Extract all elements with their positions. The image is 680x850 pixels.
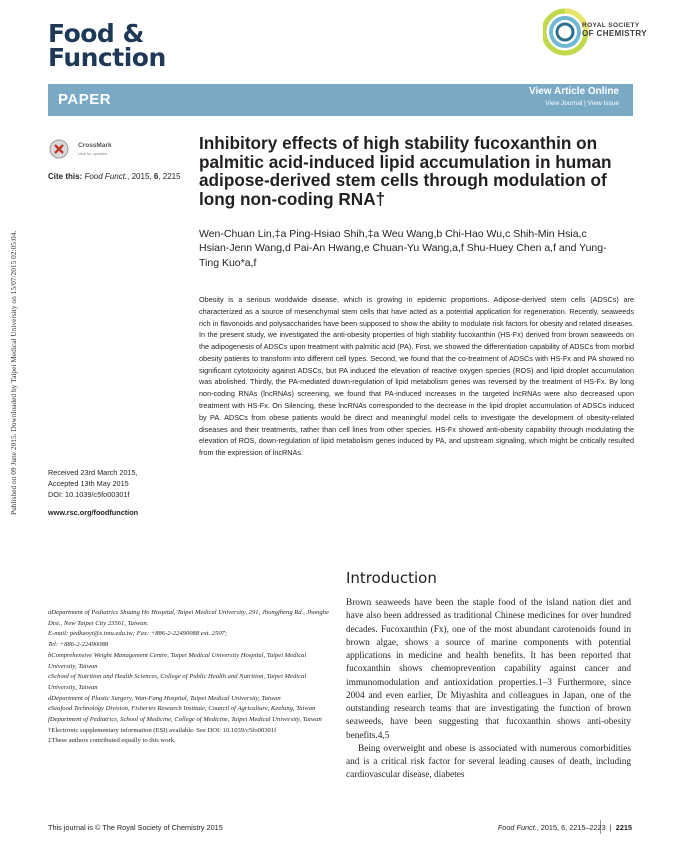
affiliation-item: E-mail: pedkuoyt@s.tmu.edu.tw; Fax: +886-2-22490088 ext. 2507; <box>48 630 228 638</box>
footer-journal: Food Funct. <box>497 823 537 832</box>
cite-pages: , 2215 <box>158 172 181 181</box>
affiliation-item: cSchool of Nutrition and Health Sciences, College of Public Health and Nutrition, Taipei Medical University, Taiwan <box>48 673 307 691</box>
journal-website-link[interactable]: www.rsc.org/foodfunction <box>48 508 139 517</box>
article-type-banner <box>48 84 633 116</box>
received-date: Received 23rd March 2015, <box>48 468 138 477</box>
publisher-line2: OF CHEMISTRY <box>582 29 647 38</box>
received-dates <box>48 467 138 489</box>
footer-volume-pages: , 2015, 6, 2215–2223 <box>536 823 606 832</box>
view-journal-issue-links[interactable]: View Journal | View Issue <box>545 100 619 107</box>
journal-name-line2: Function <box>48 43 166 72</box>
intro-paragraph: Being overweight and obese is associated with numerous comorbidities and is a critical risk factor for several leading causes of death, including cardiovascular disease, diabetes <box>346 743 631 781</box>
doi-link[interactable]: DOI: 10.1039/c5fo00301f <box>48 490 130 499</box>
citation-line <box>48 172 181 181</box>
journal-logo <box>48 19 166 72</box>
page-number: 2215 <box>615 823 632 832</box>
cite-prefix: Cite this: <box>48 172 83 181</box>
article-type-label: PAPER <box>58 91 112 108</box>
esi-note: †Electronic supplementary information (ESI) available. See DOI: 10.1039/c5fo00301f <box>48 726 277 734</box>
crossmark-sublabel: click for updates <box>78 151 107 156</box>
footer-copyright: This journal is © The Royal Society of Chemistry 2015 <box>48 823 223 832</box>
article-title: Inhibitory effects of high stability fucoxanthin on palmitic acid-induced lipid accumulation in human adipose-derived stem cells through modulation of long non-coding RNA† <box>199 133 612 209</box>
affiliation-item: bComprehensive Weight Management Centre, Taipei Medical University Hospital, Taipei Medical University, Taiwan <box>48 651 307 670</box>
view-article-online-link[interactable]: View Article Online <box>528 86 619 97</box>
affiliations <box>48 608 330 747</box>
footer-citation: Food Funct., 2015, 6, 2215–2223 | 2215 <box>497 823 632 832</box>
crossmark-label[interactable]: CrossMark <box>78 142 112 149</box>
affiliation-item: dDepartment of Plastic Surgery, Wan-Fang Hospital, Taipei Medical University, Taiwan <box>48 694 281 702</box>
introduction-heading: Introduction <box>346 569 437 587</box>
introduction-body <box>346 597 631 783</box>
author-list: Wen-Chuan Lin,‡a Ping-Hsiao Shih,‡a Weu Wang,b Chi-Hao Wu,c Shih-Min Hsia,c Hsian-Jenn Wang,d Pai-An Hwang,e Chuan-Yu Wang,a,f Shu-Huey Chen a,f and Yung-Ting Kuo*a,f <box>199 228 607 269</box>
affiliation-item: fDepartment of Pediatrics, School of Medicine, College of Medicine, Taipei Medical University, Taiwan <box>48 716 322 724</box>
crossmark-icon[interactable] <box>48 138 74 160</box>
cite-year: , 2015, <box>127 172 154 181</box>
affiliation-item: Tel: +886-2-22490088 <box>48 641 109 649</box>
abstract: Obesity is a serious worldwide disease, which is growing in epidemic proportions. Adipose-derived stem cells (ADSCs) are characterized as a source of mesenchymal stem cells that have acted as a potential application for regeneration. Recently, seaweeds rich in flavonoids and polysaccharides have been supposed to show the ability to modulate risk factors for obesity and related diseases. In the present study, we investigated the anti-obesity properties of high stability fucoxanthin (HS-Fx) derived from brown seaweeds on the adipogenesis of ADSCs upon treatment with palmitic acid (PA). First, we showed the differentiation capability of ADSCs from morbid obesity patients to transform into different cell types. Second, we found that the co-treatment of ADSCs with HS-Fx and PA showed no significant cytotoxicity against ADSCs, but PA induced the elevation of reactive oxygen species (ROS) and lipid droplet accumulation was abolished. Thirdly, the PA-mediated down-regulation of lipid metabolism genes was reversed by the treatment of HS-Fx. By long non-coding RNAs (lncRNAs) screening, we found that PA-induced increases in the targeted lncRNAs were also decreased upon treatment with HS-Fx. On Silencing, these lncRNAs corresponded to the decrease in the lipid droplet accumulation of ADSCs induced by PA. ADSCs from obese patients would be direct and meaningful model cells to investigate the development of obesity-related diseases and their treatments, rather than cell lines from other species. HS-Fx showed anti-obesity capability through modulating the elevation of ROS, down-regulation of lipid metabolism genes induced by PA, and upstream signaling, which might be critically resulted from the expression of lncRNAs. <box>199 295 634 458</box>
journal-name-line1: Food & <box>48 19 144 48</box>
affiliation-item: eSeafood Technology Division, Fisheries Research Institute, Council of Agriculture, Keelung, Taiwan <box>48 705 316 713</box>
cite-volume: 6 <box>153 172 159 181</box>
publisher-line1: ROYAL SOCIETY <box>582 22 640 29</box>
affiliation-item: aDepartment of Pediatrics Shuang Ho Hospital, Taipei Medical University, 291, Jhongjheng Rd., Jhonghe Dist., New Taipei City 23561, Taiwan. <box>48 609 329 627</box>
equal-contribution-note: ‡These authors contributed equally to this work. <box>48 737 176 745</box>
cite-journal: Food Funct. <box>84 172 128 181</box>
accepted-date: Accepted 13th May 2015 <box>48 479 129 489</box>
publisher-name <box>582 22 647 38</box>
intro-paragraph: Brown seaweeds have been the staple food of the island nation diet and have also been addressed as traditional Chinese medicines for over hundred decades. Fucoxanthin (Fx), one of the most abundant carotenoids found in brown algae, shows a source of marine components with potential applications in medicine and health benefits. It has been reported that fucoxanthin shows chemoprevention capability against cancer and immunomodulation and antioxidation properties.1–3 Furthermore, since 2004 and even earlier, Dr Miyashita and colleagues in Japan, one of the outstanding research teams that are investigating the function of brown seaweeds, have been suggesting that fucoxanthin shows anti-obesity benefits.4,5 <box>346 598 631 741</box>
download-notice: Published on 09 June 2015. Downloaded by Taipei Medical University on 15/07/2015 02:05:04. <box>9 230 18 515</box>
